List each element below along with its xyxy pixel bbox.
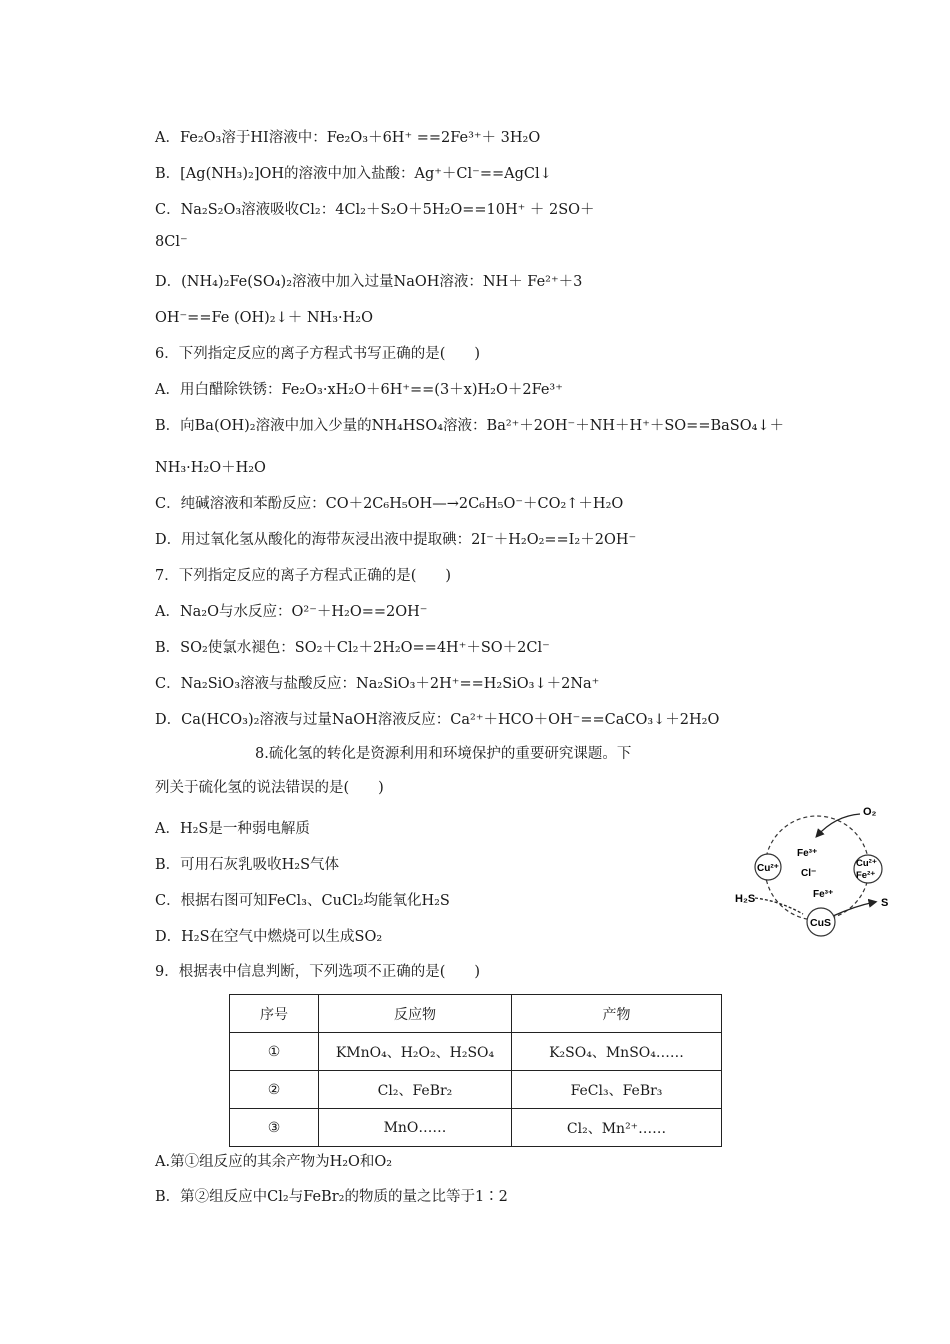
- question-7: 7．下列指定反应的离子方程式正确的是( ): [155, 568, 452, 584]
- table-cell: MnO……: [319, 1109, 512, 1147]
- h2s-label: H₂S: [735, 893, 756, 905]
- text-line: A．H₂S是一种弱电解质: [155, 821, 310, 837]
- text-line: D．H₂S在空气中燃烧可以生成SO₂: [155, 929, 383, 945]
- s-arrow: [833, 902, 875, 916]
- fe3-label: Fe³⁺: [813, 889, 834, 900]
- text-line: A．Fe₂O₃溶于HI溶液中：Fe₂O₃＋6H⁺ ==2Fe³⁺＋ 3H₂O: [155, 130, 541, 146]
- text-line: B．可用石灰乳吸收H₂S气体: [155, 857, 340, 873]
- text-line: C．根据右图可知FeCl₃、CuCl₂均能氧化H₂S: [155, 893, 450, 909]
- cus-label: CuS: [810, 917, 831, 929]
- text-line: D．Ca(HCO₃)₂溶液与过量NaOH溶液反应：Ca²⁺＋HCO＋OH⁻==CaCO₃↓＋2H₂O: [155, 712, 720, 728]
- info-table: [229, 994, 722, 1147]
- table-cell: Cl₂、Mn²⁺……: [512, 1109, 722, 1147]
- text-line: 列关于硫化氢的说法错误的是( ): [155, 780, 384, 796]
- table-header: 序号: [230, 995, 319, 1033]
- table-header: 反应物: [319, 995, 512, 1033]
- table-row: [230, 1033, 722, 1071]
- cu2-label: Cu²⁺: [757, 863, 779, 874]
- question-8: 8.硫化氢的转化是资源利用和环境保护的重要研究课题。下: [255, 746, 632, 762]
- text-line: 8Cl⁻: [155, 234, 188, 250]
- fe2-label: Fe²⁺: [856, 870, 876, 881]
- text-line: B．向Ba(OH)₂溶液中加入少量的NH₄HSO₄溶液：Ba²⁺＋2OH⁻＋NH＋H⁺＋SO==BaSO₄↓＋: [155, 418, 785, 434]
- text-line: D．(NH₄)₂Fe(SO₄)₂溶液中加入过量NaOH溶液：NH＋ Fe²⁺＋3: [155, 274, 583, 290]
- text-line: OH⁻==Fe (OH)₂↓＋ NH₃·H₂O: [155, 310, 373, 326]
- cu2-label: Cu²⁺: [856, 858, 877, 869]
- table-cell: FeCl₃、FeBr₃: [512, 1071, 722, 1109]
- text-line: A．用白醋除铁锈：Fe₂O₃·xH₂O＋6H⁺==(3＋x)H₂O＋2Fe³⁺: [155, 382, 563, 398]
- s-label: S: [881, 897, 889, 909]
- cl-label: Cl⁻: [801, 868, 817, 879]
- table-header-row: [230, 995, 722, 1033]
- table-cell: Cl₂、FeBr₂: [319, 1071, 512, 1109]
- text-line: A．Na₂O与水反应：O²⁻＋H₂O==2OH⁻: [155, 604, 428, 620]
- table-row: [230, 1109, 722, 1147]
- table-cell: K₂SO₄、MnSO₄……: [512, 1033, 722, 1071]
- text-line: NH₃·H₂O＋H₂O: [155, 460, 266, 476]
- text-line: B．[Ag(NH₃)₂]OH的溶液中加入盐酸：Ag⁺＋Cl⁻==AgCl↓: [155, 166, 552, 182]
- table-cell: KMnO₄、H₂O₂、H₂SO₄: [319, 1033, 512, 1071]
- table-cell: ③: [230, 1109, 319, 1147]
- text-line: C．纯碱溶液和苯酚反应：CO＋2C₆H₅OH—→2C₆H₅O⁻＋CO₂↑＋H₂O: [155, 496, 624, 512]
- text-line: C．Na₂S₂O₃溶液吸收Cl₂：4Cl₂＋S₂O＋5H₂O==10H⁺ ＋ 2SO＋: [155, 202, 595, 218]
- text-line: A.第①组反应的其余产物为H₂O和O₂: [155, 1154, 393, 1170]
- text-line: D．用过氧化氢从酸化的海带灰浸出液中提取碘：2I⁻＋H₂O₂==I₂＋2OH⁻: [155, 532, 637, 548]
- o2-label: O₂: [863, 806, 877, 818]
- question-6: 6．下列指定反应的离子方程式书写正确的是( ): [155, 346, 481, 362]
- o2-arrow: [817, 814, 860, 836]
- table-row: [230, 1071, 722, 1109]
- table-header: 产物: [512, 995, 722, 1033]
- table-cell: ②: [230, 1071, 319, 1109]
- text-line: B．第②组反应中Cl₂与FeBr₂的物质的量之比等于1∶2: [155, 1189, 508, 1205]
- fe3-label: Fe³⁺: [797, 848, 818, 859]
- text-line: B．SO₂使氯水褪色：SO₂＋Cl₂＋2H₂O==4H⁺＋SO＋2Cl⁻: [155, 640, 550, 656]
- text-line: C．Na₂SiO₃溶液与盐酸反应：Na₂SiO₃＋2H⁺==H₂SiO₃↓＋2Na⁺: [155, 676, 600, 692]
- question-9: 9．根据表中信息判断，下列选项不正确的是( ): [155, 964, 481, 980]
- h2s-arrow: [755, 898, 803, 914]
- h2s-cycle-diagram: [735, 806, 895, 942]
- table-cell: ①: [230, 1033, 319, 1071]
